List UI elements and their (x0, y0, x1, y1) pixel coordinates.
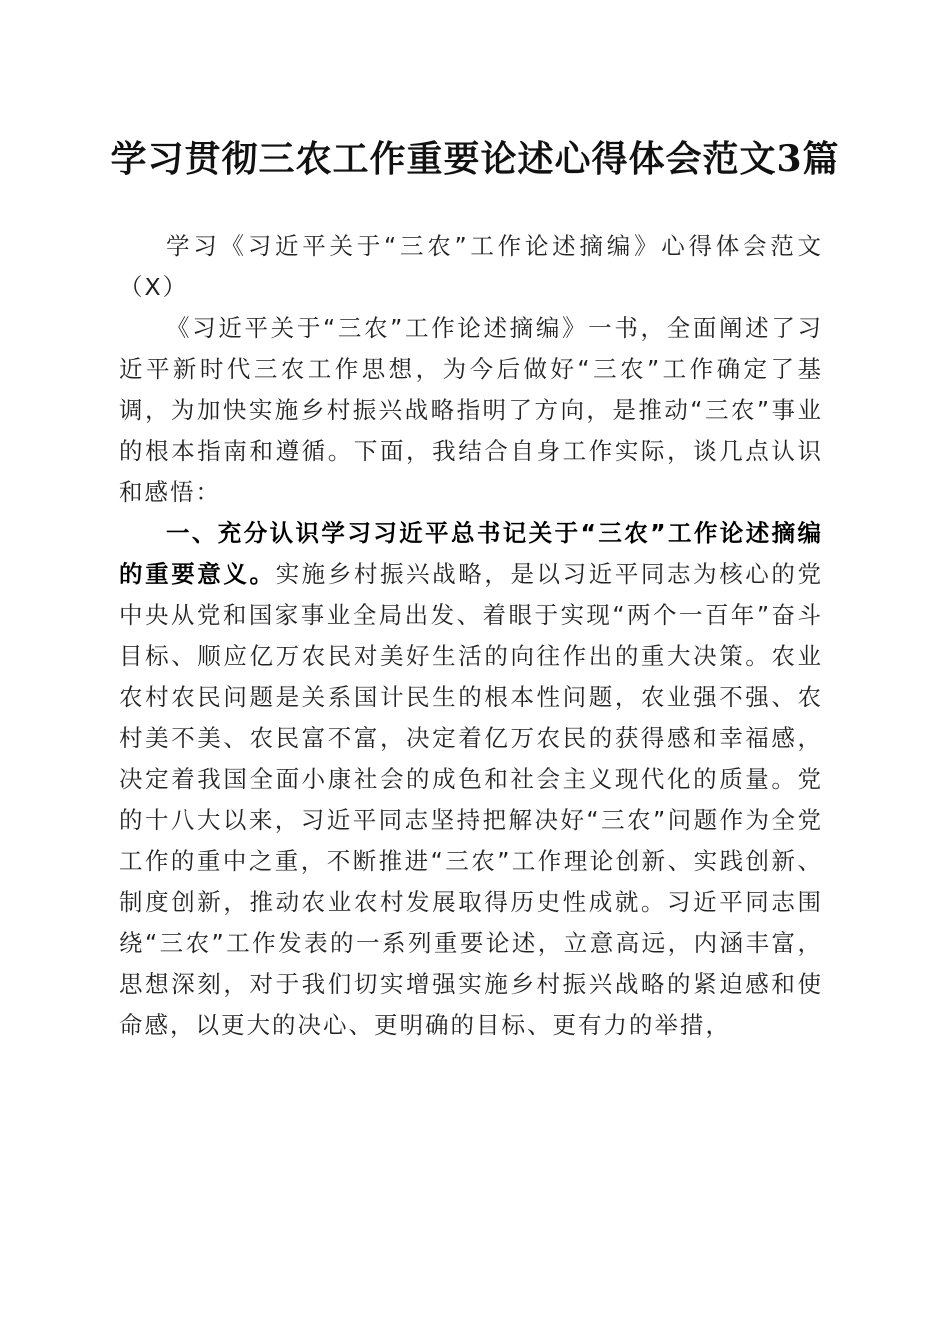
section-1-heading: 一、充分认识学习习近平总书记关于“三农”工作论述摘编的重要意义。 (119, 519, 823, 588)
section-1-paragraph (119, 513, 823, 1046)
document-title: 学习贯彻三农工作重要论述心得体会范文3篇 (110, 138, 840, 180)
document-body (119, 226, 823, 1046)
intro-paragraph: 《习近平关于“三农”工作论述摘编》一书，全面阐述了习近平新时代三农工作思想，为今后做好“三农”工作确定了基调，为加快实施乡村振兴战略指明了方向，是推动“三农”事业的根本指南和遵循。下面，我结合自身工作实际，谈几点认识和感悟： (119, 314, 823, 506)
subtitle-paragraph: 学习《习近平关于“三农”工作论述摘编》心得体会范文（X） (119, 232, 823, 301)
section-1-body: 实施乡村振兴战略，是以习近平同志为核心的党中央从党和国家事业全局出发、着眼于实现“两个一百年”奋斗目标、顺应亿万农民对美好生活的向往作出的重大决策。农业农村农民问题是关系国计民生的根本性问题，农业强不强、农村美不美、农民富不富，决定着亿万农民的获得感和幸福感，决定着我国全面小康社会的成色和社会主义现代化的质量。党的十八大以来，习近平同志坚持把解决好“三农”问题作为全党工作的重中之重，不断推进“三农”工作理论创新、实践创新、制度创新，推动农业农村发展取得历史性成就。习近平同志围绕“三农”工作发表的一系列重要论述，立意高远，内涵丰富，思想深刻，对于我们切实增强实施乡村振兴战略的紧迫感和使命感，以更大的决心、更明确的目标、更有力的举措， (119, 560, 824, 1039)
